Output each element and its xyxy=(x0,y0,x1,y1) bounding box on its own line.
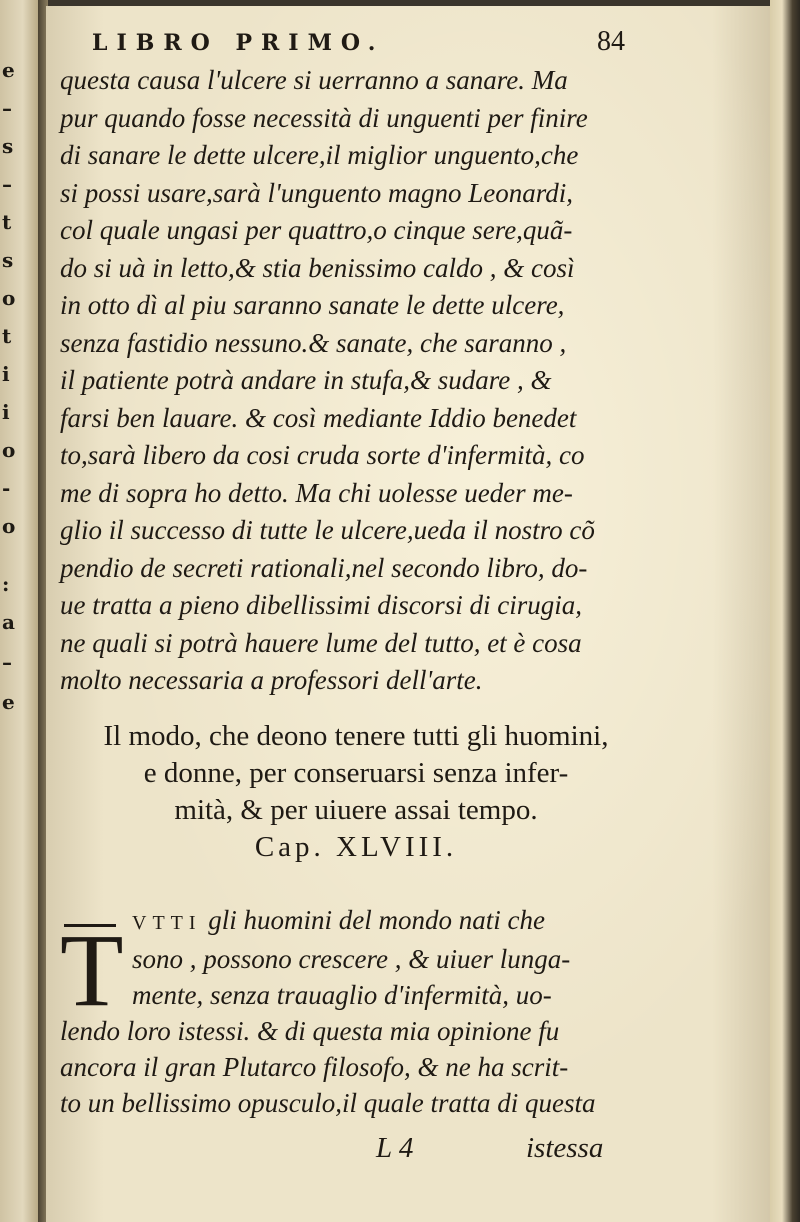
text-line: pur quando fosse necessità di unguenti per finire xyxy=(60,102,588,133)
prev-page-glyph: t xyxy=(2,324,12,348)
prev-page-glyph: – xyxy=(2,96,12,120)
drop-cap: T xyxy=(60,913,124,1028)
prev-page-glyph: s xyxy=(2,134,14,158)
prev-page-glyph: o xyxy=(2,438,16,462)
text-line: si possi usare,sarà l'unguento magno Leonardi, xyxy=(60,177,574,208)
prev-page-glyph: s xyxy=(2,248,14,272)
chapter-title-line: mità, & per uiuere assai tempo. xyxy=(174,794,538,826)
prev-page-glyph: : xyxy=(2,572,10,596)
chapter-title-line: Il modo, che deono tenere tutti gli huomini, xyxy=(103,720,609,752)
prev-page-glyph: t xyxy=(2,210,12,234)
prev-page-glyph: i xyxy=(2,362,10,386)
chapter-number: Cap. XLVIII. xyxy=(254,831,458,863)
text-line: me di sopra ho detto. Ma chi uolesse ueder me- xyxy=(60,477,573,508)
text-line: di sanare le dette ulcere,il miglior unguento,che xyxy=(60,140,579,170)
text-line: pendio de secreti rationali,nel secondo libro, do- xyxy=(60,552,588,583)
running-head: LIBRO PRIMO. xyxy=(92,30,385,56)
page-footer xyxy=(376,1132,676,1172)
page-number: 84 xyxy=(597,26,625,57)
first-line-rest: gli huomini del mondo nati che xyxy=(208,905,546,935)
signature-mark: L 4 xyxy=(376,1132,414,1164)
prev-page-glyph: – xyxy=(2,650,12,674)
text-line: lendo loro istessi. & di questa mia opinione fu xyxy=(60,1016,560,1046)
text-line: farsi ben lauare. & così mediante Iddio benedet xyxy=(60,402,577,433)
lead-caps: VTTI xyxy=(132,912,202,934)
prev-page-glyph: e xyxy=(2,690,15,714)
book-page xyxy=(46,6,770,1222)
prev-page-glyph: – xyxy=(2,172,12,196)
chapter-body xyxy=(60,902,672,1121)
text-line: il patiente potrà andare in stufa,& sudare , & xyxy=(60,365,552,395)
text-line: col quale ungasi per quattro,o cinque sere,quã- xyxy=(60,215,573,245)
prev-page-glyph: o xyxy=(2,286,16,310)
prev-page-glyph: a xyxy=(2,610,15,634)
text-line: senza fastidio nessuno.& sanate, che saranno , xyxy=(60,327,567,358)
prev-page-glyph: e xyxy=(2,58,15,82)
page-edge-right xyxy=(770,0,800,1222)
text-line: to un bellissimo opusculo,il quale tratta di questa xyxy=(60,1088,596,1118)
chapter-first-line xyxy=(132,902,672,941)
prev-page-glyph: - xyxy=(2,476,11,500)
chapter-title-line: e donne, per conseruarsi senza infer- xyxy=(143,757,569,789)
text-line: glio il successo di tutte le ulcere,ueda il nostro cõ xyxy=(60,515,595,545)
text-line: to,sarà libero da cosi cruda sorte d'infermità, co xyxy=(60,440,585,470)
text-line: ne quali si potrà hauere lume del tutto, et è cosa xyxy=(60,627,582,658)
text-line: ue tratta a pieno dibellissimi discorsi di cirugia, xyxy=(60,590,582,620)
text-line: in otto dì al piu saranno sanate le dette ulcere, xyxy=(60,290,565,320)
prev-page-glyph: i xyxy=(2,400,10,424)
previous-page-edge xyxy=(0,0,38,1222)
text-line: sono , possono crescere , & uiuer lunga- xyxy=(132,944,571,974)
chapter-heading xyxy=(46,718,666,866)
text-line: molto necessaria a professori dell'arte. xyxy=(60,665,483,695)
body-text xyxy=(60,62,660,700)
text-line: questa causa l'ulcere si uerranno a sanare. Ma xyxy=(60,65,568,95)
catchword: istessa xyxy=(526,1132,604,1164)
text-line: mente, senza trauaglio d'infermità, uo- xyxy=(132,980,552,1010)
prev-page-glyph: o xyxy=(2,514,16,538)
text-line: ancora il gran Plutarco filosofo, & ne ha scrit- xyxy=(60,1052,569,1082)
text-line: do si uà in letto,& stia benissimo caldo , & così xyxy=(60,252,575,283)
